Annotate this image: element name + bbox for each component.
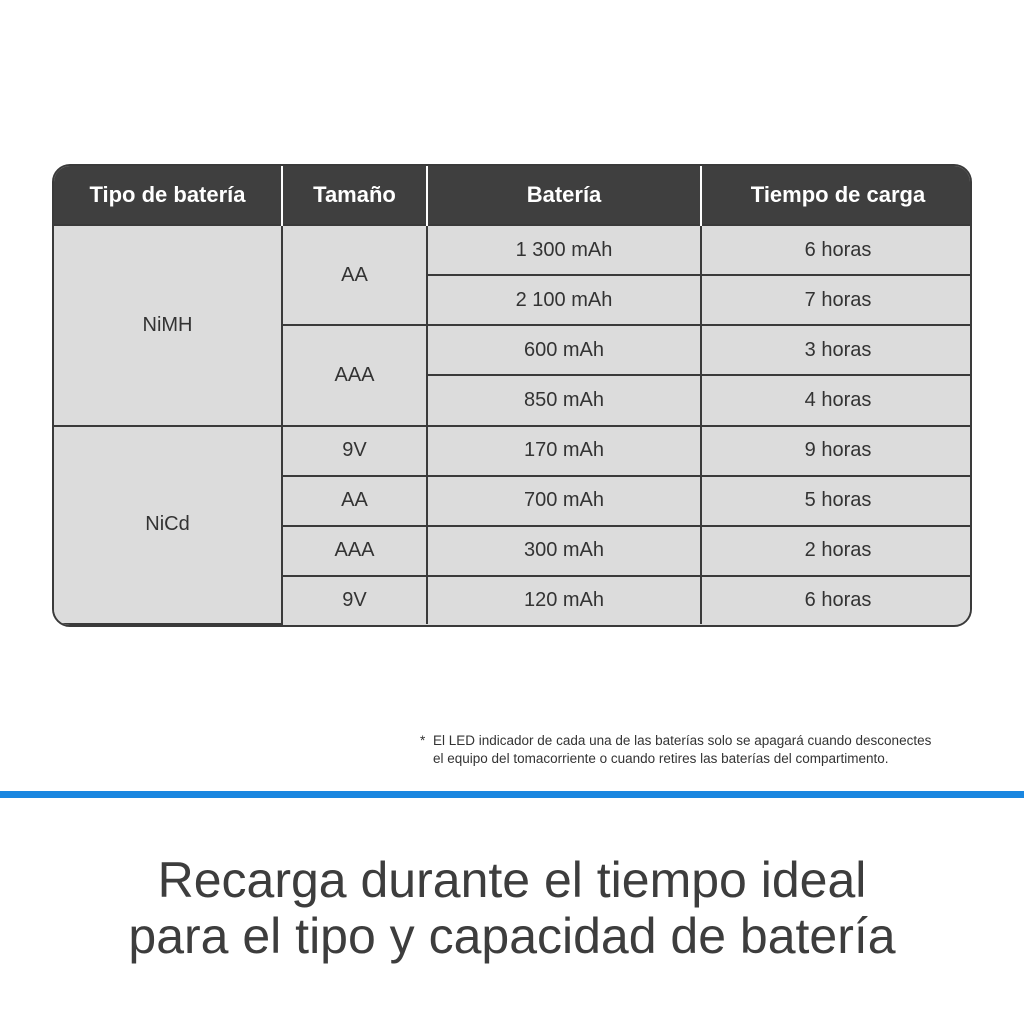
cell-charge-time: 6 horas — [701, 576, 972, 624]
footnote — [420, 732, 1000, 768]
headline-line-2: para el tipo y capacidad de batería — [128, 908, 896, 964]
table-row — [54, 426, 972, 476]
cell-capacity: 120 mAh — [427, 576, 701, 624]
footnote-line-2: el equipo del tomacorriente o cuando retires las baterías del compartimento. — [433, 751, 889, 766]
cell-charge-time: 9 horas — [701, 426, 972, 476]
cell-capacity: 2 100 mAh — [427, 275, 701, 325]
cell-charge-time: 5 horas — [701, 476, 972, 526]
table-row — [54, 225, 972, 275]
cell-capacity: 1 300 mAh — [427, 225, 701, 275]
cell-size: 9V — [282, 426, 427, 476]
footnote-line-1: El LED indicador de cada una de las baterías solo se apagará cuando desconectes — [433, 733, 932, 748]
cell-charge-time: 4 horas — [701, 375, 972, 425]
cell-capacity: 170 mAh — [427, 426, 701, 476]
footnote-asterisk: * — [420, 733, 426, 748]
header-capacity: Batería — [427, 166, 701, 225]
cell-size: AAA — [282, 325, 427, 425]
cell-size: AAA — [282, 526, 427, 576]
charging-times-table — [54, 166, 972, 625]
table-header-row — [54, 166, 972, 225]
cell-size: AA — [282, 476, 427, 526]
cell-charge-time: 7 horas — [701, 275, 972, 325]
cell-battery-type: NiMH — [54, 225, 282, 426]
cell-size: AA — [282, 225, 427, 325]
header-battery-type: Tipo de batería — [54, 166, 282, 225]
cell-capacity: 600 mAh — [427, 325, 701, 375]
battery-charging-table — [52, 164, 972, 627]
cell-capacity: 700 mAh — [427, 476, 701, 526]
cell-capacity: 300 mAh — [427, 526, 701, 576]
header-size: Tamaño — [282, 166, 427, 225]
cell-charge-time: 2 horas — [701, 526, 972, 576]
accent-divider — [0, 791, 1024, 798]
cell-size: 9V — [282, 576, 427, 624]
header-charge-time: Tiempo de carga — [701, 166, 972, 225]
cell-charge-time: 3 horas — [701, 325, 972, 375]
cell-battery-type: NiCd — [54, 426, 282, 625]
headline — [0, 852, 1024, 964]
headline-line-1: Recarga durante el tiempo ideal — [157, 852, 867, 908]
cell-charge-time: 6 horas — [701, 225, 972, 275]
cell-capacity: 850 mAh — [427, 375, 701, 425]
